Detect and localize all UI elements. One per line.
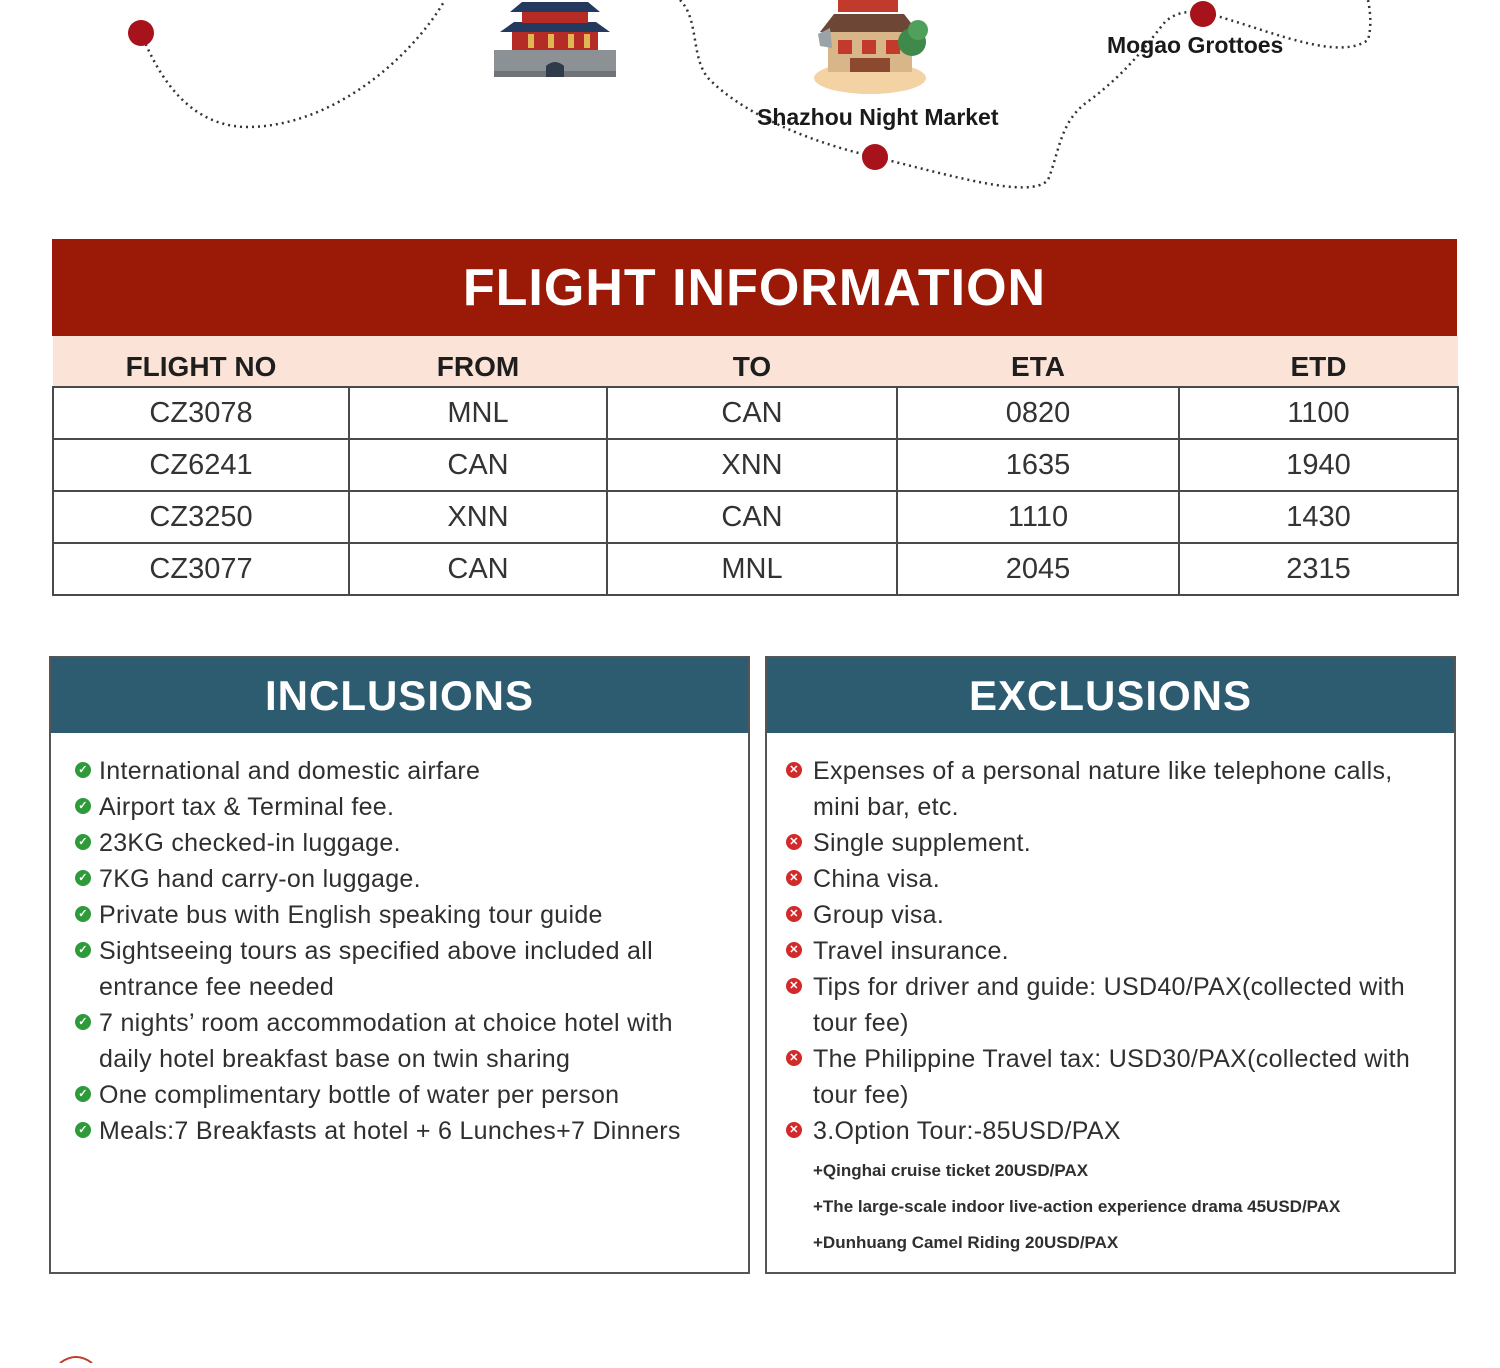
drum-tower-illustration (494, 2, 616, 77)
etd-cell: 1430 (1179, 491, 1458, 543)
check-circle-icon: ✓ (75, 834, 91, 850)
x-circle-icon: ✕ (786, 834, 802, 850)
column-header-to: TO (732, 351, 772, 382)
exclusions-panel (765, 656, 1456, 1274)
list-item (767, 861, 1454, 897)
list-item (51, 825, 748, 861)
flight-table-header-row (53, 336, 1458, 387)
option-tour-item: +Qinghai cruise ticket 20USD/PAX (813, 1161, 1089, 1180)
x-circle-icon: ✕ (786, 762, 802, 778)
eta-cell: 1110 (897, 491, 1179, 543)
option-tour-item: +The large-scale indoor live-action experience drama 45USD/PAX (813, 1197, 1341, 1216)
table-row (53, 439, 1458, 491)
inclusions-panel (49, 656, 750, 1274)
check-circle-icon: ✓ (75, 798, 91, 814)
check-circle-icon: ✓ (75, 1014, 91, 1030)
to-cell: CAN (607, 491, 897, 543)
column-header-flight-no: FLIGHT NO (125, 351, 277, 382)
list-item (51, 753, 748, 789)
map-pin-icon (1190, 1, 1216, 27)
exclusion-text: China visa. (813, 865, 940, 893)
list-item (51, 1077, 748, 1113)
exclusion-text: 3.Option Tour:-85USD/PAX (813, 1117, 1121, 1145)
from-cell: XNN (349, 491, 607, 543)
list-item (767, 1041, 1454, 1113)
list-item (51, 897, 748, 933)
inclusion-text: 23KG checked-in luggage. (99, 829, 401, 857)
route-path (680, 0, 1370, 187)
option-tour-item: +Dunhuang Camel Riding 20USD/PAX (813, 1233, 1119, 1252)
inclusions-list (51, 733, 748, 1149)
stop-label-mogao: Mogao Grottoes (1107, 32, 1284, 58)
inclusion-text: Sightseeing tours as specified above included all entrance fee needed (99, 937, 653, 1001)
exclusion-text: Single supplement. (813, 829, 1032, 857)
check-circle-icon: ✓ (75, 942, 91, 958)
check-circle-icon: ✓ (75, 1086, 91, 1102)
exclusion-text: Travel insurance. (813, 937, 1009, 965)
column-header-eta: ETA (1011, 351, 1065, 382)
list-item (51, 1113, 748, 1149)
x-circle-icon: ✕ (786, 906, 802, 922)
list-item (767, 897, 1454, 933)
exclusion-text: Expenses of a personal nature like telephone calls, mini bar, etc. (813, 757, 1393, 821)
check-circle-icon: ✓ (75, 870, 91, 886)
flight-no-cell: CZ3077 (53, 543, 349, 595)
list-item (767, 933, 1454, 969)
list-item (51, 933, 748, 1005)
flight-table (52, 336, 1459, 596)
night-market-illustration (814, 0, 928, 94)
table-row (53, 543, 1458, 595)
etd-cell: 1940 (1179, 439, 1458, 491)
column-header-etd: ETD (1290, 351, 1347, 382)
map-pin-icon (128, 20, 154, 46)
to-cell: XNN (607, 439, 897, 491)
inclusion-text: Meals:7 Breakfasts at hotel + 6 Lunches+7 Dinners (99, 1117, 681, 1145)
stop-label-shazhou: Shazhou Night Market (757, 104, 999, 130)
eta-cell: 2045 (897, 543, 1179, 595)
table-row (53, 387, 1458, 439)
pin-icon (56, 1350, 96, 1368)
to-cell: CAN (607, 387, 897, 439)
exclusions-list (767, 733, 1454, 1149)
option-tour-list (767, 1149, 1454, 1261)
exclusion-text: Tips for driver and guide: USD40/PAX(collected with tour fee) (813, 973, 1405, 1037)
inclusion-text: Private bus with English speaking tour guide (99, 901, 603, 929)
inclusion-text: One complimentary bottle of water per person (99, 1081, 620, 1109)
x-circle-icon: ✕ (786, 870, 802, 886)
from-cell: MNL (349, 387, 607, 439)
check-circle-icon: ✓ (75, 906, 91, 922)
list-item (767, 753, 1454, 825)
etd-cell: 2315 (1179, 543, 1458, 595)
column-header-from: FROM (436, 351, 520, 382)
list-item (767, 825, 1454, 861)
from-cell: CAN (349, 439, 607, 491)
list-item (51, 1005, 748, 1077)
x-circle-icon: ✕ (786, 978, 802, 994)
map-pin-icon (862, 144, 888, 170)
flight-information-title: FLIGHT INFORMATION (52, 239, 1457, 336)
from-cell: CAN (349, 543, 607, 595)
inclusion-text: Airport tax & Terminal fee. (99, 793, 395, 821)
to-cell: MNL (607, 543, 897, 595)
flight-information-section (52, 239, 1457, 596)
flight-no-cell: CZ6241 (53, 439, 349, 491)
list-item (767, 969, 1454, 1041)
route-map (0, 0, 1500, 220)
inclusion-text: 7KG hand carry-on luggage. (99, 865, 421, 893)
inclusion-text: International and domestic airfare (99, 757, 481, 785)
x-circle-icon: ✕ (786, 1122, 802, 1138)
check-circle-icon: ✓ (75, 1122, 91, 1138)
list-item (767, 1113, 1454, 1149)
x-circle-icon: ✕ (786, 942, 802, 958)
exclusion-text: Group visa. (813, 901, 945, 929)
eta-cell: 1635 (897, 439, 1179, 491)
inclusions-title: INCLUSIONS (51, 658, 748, 733)
route-path (141, 0, 445, 127)
x-circle-icon: ✕ (786, 1050, 802, 1066)
eta-cell: 0820 (897, 387, 1179, 439)
flight-no-cell: CZ3078 (53, 387, 349, 439)
exclusion-text: The Philippine Travel tax: USD30/PAX(collected with tour fee) (813, 1045, 1411, 1109)
etd-cell: 1100 (1179, 387, 1458, 439)
table-row (53, 491, 1458, 543)
flight-no-cell: CZ3250 (53, 491, 349, 543)
check-circle-icon: ✓ (75, 762, 91, 778)
inclusion-text: 7 nights’ room accommodation at choice hotel with daily hotel breakfast base on twin sharing (99, 1009, 673, 1073)
list-item (51, 861, 748, 897)
exclusions-title: EXCLUSIONS (767, 658, 1454, 733)
list-item (51, 789, 748, 825)
